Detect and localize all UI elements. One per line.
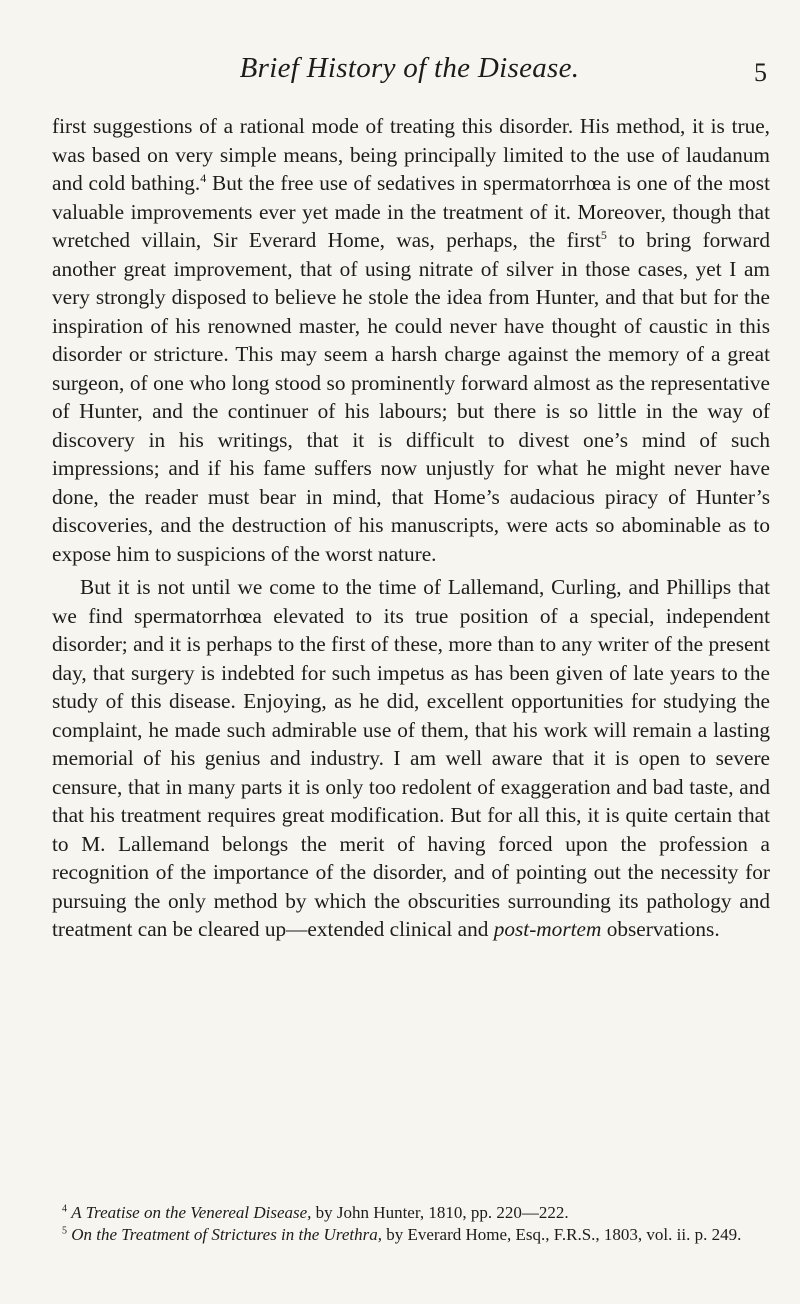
paragraph-1-part-a: first suggestions of a rational mode of treating this disorder. His method, it is true, was based on very simple means, being principally limited to the use of laudanum and cold bathing. [52, 114, 770, 195]
paragraph-1-part-b: But the free use of sedatives in spermatorrhœa is one of the most valuable improvements ever yet made in the treatment of it. Moreover, though that wretched villain, Sir Everard Home, was, perhaps, the first [52, 171, 770, 252]
footnote-ref-5: 5 [600, 227, 607, 242]
paragraph-2-end: observations. [601, 917, 720, 941]
page-header [52, 52, 767, 98]
body-text [52, 112, 770, 944]
footnote-5-text: by Everard Home, Esq., F.R.S., 1803, vol. ii. p. 249. [381, 1225, 742, 1244]
footnote-5-title: On the Treatment of Strictures in the Urethra, [71, 1225, 382, 1244]
paragraph-2-part-a: But it is not until we come to the time of Lallemand, Curling, and Phillips that we find spermatorrhœa elevated to its true position of a special, independent disorder; and it is perhaps to the first of these, more than to any writer of the present day, that surgery is indebted for such impetus as has been given of late years to the study of this disease. Enjoying, as he did, excellent opportunities for studying the complaint, he made such admirable use of them, that his work will remain a lasting memorial of his genius and industry. I am well aware that it is open to severe censure, that in many parts it is only too redolent of exaggeration and bad taste, and that his treatment requires great modification. But for all this, it is quite certain that to M. Lallemand belongs the merit of having forced upon the profession a recognition of the importance of the disorder, and of pointing out the necessity for pursuing the only method by which the obscurities surrounding its pathology and treatment can be cleared up—extended clinical and [52, 575, 770, 941]
paragraph-1-part-c: to bring forward another great improvement, that of using nitrate of silver in those cases, yet I am very strongly disposed to believe he stole the idea from Hunter, and that but for the inspiration of his renowned master, he could never have thought of caustic in this disorder or stricture. This may seem a harsh charge against the memory of a great surgeon, of one who long stood so prominently forward almost as the representative of Hunter, and the continuer of his labours; but there is so little in the way of discovery in his writings, that it is difficult to divest one’s mind of such impressions; and if his fame suffers now unjustly for what he might never have done, the reader must bear in mind, that Home’s audacious piracy of Hunter’s discoveries, and the destruction of his manuscripts, were acts so abominable as to expose him to suspicions of the worst nature. [52, 228, 770, 566]
running-title: Brief History of the Disease. [239, 52, 580, 84]
footnote-5-mark: 5 [62, 1225, 67, 1237]
page-number: 5 [754, 58, 767, 87]
footnote-4 [52, 1202, 770, 1224]
footnote-5 [52, 1224, 770, 1246]
footnote-ref-4: 4 [200, 170, 207, 185]
footnote-4-title: A Treatise on the Venereal Disease, [71, 1203, 312, 1222]
paragraph-2-italic: post-mortem [493, 917, 602, 941]
footnote-4-text: by John Hunter, 1810, pp. 220—222. [311, 1203, 569, 1222]
paragraph-1 [52, 112, 770, 568]
footnotes [52, 1202, 770, 1246]
footnote-4-mark: 4 [62, 1203, 67, 1215]
paragraph-2 [52, 573, 770, 944]
